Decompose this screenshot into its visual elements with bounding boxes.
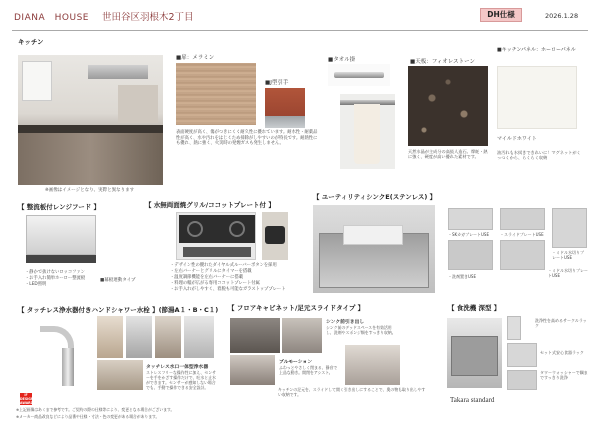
faucet-use-2 [126, 316, 152, 358]
sink-accessory-photo-5 [500, 240, 545, 270]
kitchen-hood [88, 65, 148, 79]
range-hood-features [25, 270, 105, 287]
footer-note-2: ※メーカー商品改良などにより品番や仕様・寸法・色の変更がある場合があります。 [16, 414, 160, 419]
faucet-desc: ストレスフリーな操作性に加え、センサーを手をかざす操作だけで、吐水と止水ができます。センサーが感知しない場合でも、手動で操作できる安全設計。 [146, 370, 216, 390]
cabinet-item2-desc: ふわっとやさしく閉まる、静音で上品な動き。開閉をアシスト。 [279, 365, 338, 375]
section-title: キッチン [18, 38, 44, 46]
cabinet-photo-1 [230, 318, 280, 353]
kpanel-label: ■キッチンパネル：ホーローパネル [497, 47, 576, 53]
towel-photo [340, 94, 395, 169]
faucet-use-3 [155, 316, 181, 358]
faucet-use-1 [97, 316, 123, 358]
grill-feature: ・温度調節機能を左右バーナーに搭載 [170, 275, 244, 280]
sink-title: 【 ユーティリティシンクE(ステンレス) 】 [313, 193, 437, 201]
spec-badge-text: DH仕様 [487, 10, 515, 19]
header-property: 世田谷区羽根木2丁目 [102, 12, 194, 23]
cabinet-title: 【 フロアキャビネット/足元スライドタイプ 】 [228, 304, 365, 312]
towel-bar-rod [334, 72, 384, 78]
cabinet-item1-desc: シンク前のデッドスペースを有効活用し、洗剤やスポンジ類をすっきり収納。 [326, 325, 396, 335]
sink-accessory-photo-1 [448, 208, 493, 230]
kitchen-wall-shelf [118, 85, 158, 123]
faucet-use-4 [184, 316, 214, 358]
grill-feature: ・料理の幅が広がる専用ココットプレート付属 [170, 281, 260, 286]
handle-swatch [265, 88, 305, 128]
cabinet-photo-3 [230, 355, 275, 385]
kpanel-color: マイルドホワイト [497, 136, 537, 142]
cabinet-item1-title: シンク前引き出し [326, 320, 365, 325]
door-desc: 表面硬度が高く、傷がつきにくく耐久性に優れています。耐水性・耐薬品性が高く、水や汚れをはじくため掃除がしやすいのが特長です。耐熱性にも優れ、熱に強く、火災時の発煙ガスも発生しません。 [176, 130, 318, 147]
sink-photo [313, 205, 435, 293]
dishwasher-rack-3 [507, 370, 537, 390]
dishwasher-feature1: 洗浄性を高めるサークルラック [535, 318, 587, 328]
cabinet-bottom-desc: キッチンの足元を、スライドして開く引き出しにすることで、奥の物も取り出しやすい収納です。 [278, 387, 426, 397]
sink-accessory-photo-3 [552, 208, 587, 248]
range-hood-feature: ・お手入れ簡単ホーロー整流板 [25, 275, 86, 281]
counter-label: ■天板：フィオレストーン [410, 59, 475, 65]
cabinet-photo-4 [345, 345, 400, 385]
grill-features [170, 263, 320, 293]
dishwasher-drawer [451, 336, 498, 376]
cabinet-photo-2 [282, 318, 322, 353]
header-brand: DIANA HOUSE [14, 13, 89, 23]
design-award-badge [20, 393, 32, 405]
faucet-body [62, 348, 74, 386]
counter-desc: 天然水晶が主成分の高級人造石。摩耗・熱に強く、硬度が高い優れた素材です。 [408, 149, 488, 160]
grill-photo [176, 212, 256, 260]
door-label: ■扉：メラミン [176, 55, 215, 61]
range-hood-panel [26, 255, 96, 263]
cabinet-item2-title: ブルモーション [279, 360, 313, 365]
range-hood-feature: ・静かで抜けないロッコファン [25, 270, 85, 275]
sink-label: ・ミドル水切りプレートUSE [548, 268, 588, 278]
grill-feature: ・お手入れがしやすく、着脱も可能なガラストッププレート [170, 287, 286, 292]
dishwasher-title: 【 食洗機 深型 】 [448, 304, 501, 312]
towel-cloth [354, 104, 380, 164]
footer-brand: Takara standard [450, 396, 495, 404]
dishwasher-photo [447, 318, 502, 388]
grill-feature: ・デザイン性の優れたダイヤル式ルーバーボタンを採用 [170, 263, 277, 268]
grill-plate-photo [262, 212, 288, 260]
range-hood-title: 【 整流板付レンジフード 】 [18, 203, 101, 211]
sink-accessory-photo-4 [448, 240, 493, 270]
kpanel-desc: 油汚れも水拭きできれいに！マグネットがくっつくから、らくらく収納 [497, 150, 581, 161]
faucet-subtitle: タッチレス水口一体型浄水器 [146, 365, 209, 370]
range-hood-body [26, 215, 96, 255]
counter-swatch [408, 66, 488, 146]
range-hood-photo [26, 215, 96, 267]
faucet-photo [20, 318, 88, 390]
grill-title: 【 水無両面焼グリル/ココットプレート付 】 [145, 201, 275, 209]
sink-label: ・洗剤置きUSE [448, 274, 476, 279]
dishwasher-feature2: セット式安心食器ラック [540, 350, 584, 355]
burner-left [187, 221, 203, 237]
sink-label: ・SKカガプレートUSE [448, 232, 489, 237]
door-swatch [176, 63, 256, 125]
range-hood-feature: ・LED照明 [25, 281, 47, 287]
burner-right [229, 221, 245, 237]
kitchen-photo [18, 55, 163, 185]
kitchen-counter [18, 125, 163, 133]
sink-plate [343, 225, 403, 245]
grill-feature: ・左右バーナーとグリルにタイマーを搭載 [170, 269, 252, 274]
faucet-title: 【 タッチレス浄水器付きハンドシャワー水栓 】(節湯A１・B・C１) [18, 306, 219, 314]
kpanel-swatch [497, 66, 577, 129]
kitchen-window [22, 61, 52, 101]
sink-label: ・スライドプレートUSE [500, 232, 544, 237]
kitchen-cabinets [18, 133, 163, 185]
sink-label: ・ミドル水切りプレートUSE [552, 250, 584, 260]
towel-bar-photo [328, 64, 390, 86]
handle-label: ■J型引手 [265, 80, 289, 86]
dishwasher-rack-1 [507, 316, 521, 340]
kitchen-note: ※画像はイメージとなり、実際と異なります [45, 188, 135, 193]
cocotte-plate [265, 226, 285, 244]
faucet-use-5 [97, 360, 143, 390]
spec-badge [480, 8, 522, 22]
header-date: 2026.1.28 [545, 12, 579, 20]
design-award-text: iF DESIGN AWARD [20, 393, 34, 405]
towel-label: ■タオル掛 [328, 57, 356, 63]
sink-accessory-photo-2 [500, 208, 545, 230]
dishwasher-feature3: タワーウォッシャーで隅まですっきり洗浄 [540, 370, 588, 380]
header-divider [12, 30, 588, 31]
range-hood-tag: ■幕板連動タイプ [100, 278, 136, 283]
dishwasher-rack-2 [507, 343, 537, 367]
footer-note-1: ※上記画像はあくまで参考です。ご契約の際の仕様等により、変更となる場合がございます。 [16, 407, 175, 412]
grill-door [183, 247, 251, 257]
